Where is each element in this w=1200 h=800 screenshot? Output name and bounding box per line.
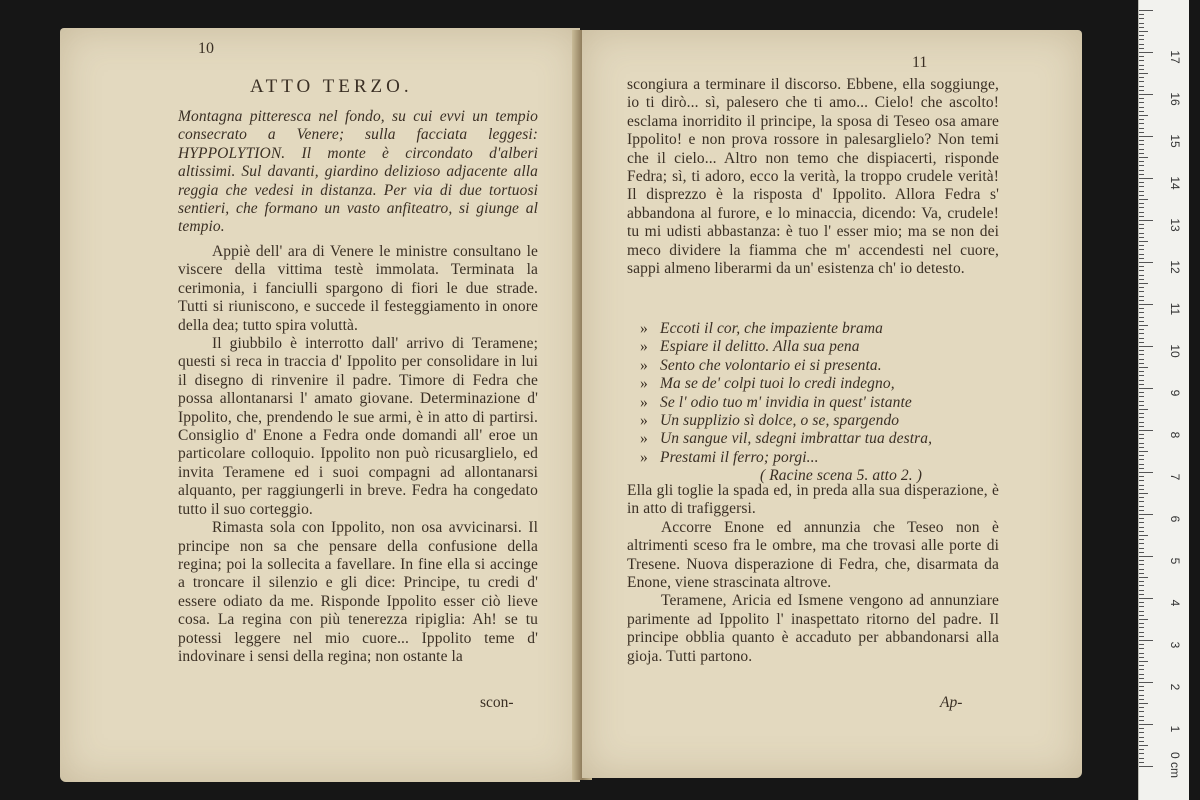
ruler-tick	[1139, 123, 1144, 124]
ruler-tick	[1139, 18, 1144, 19]
act-title: ATTO TERZO.	[250, 76, 413, 97]
ruler-tick	[1139, 459, 1144, 460]
ruler-tick	[1139, 623, 1144, 624]
ruler-tick	[1139, 174, 1144, 175]
ruler-tick	[1139, 707, 1144, 708]
ruler-tick	[1139, 27, 1144, 28]
ruler-tick	[1139, 745, 1148, 746]
ruler-tick	[1139, 728, 1144, 729]
right-paragraph-1: scongiura a terminare il discorso. Ebbene, ella soggiunge, io ti dirò... sì, palesero che ti amo... Cielo! che ascolto! esclama inorridito il principe, la sposa di Teseo osa amare Ippolito! e non prova rossore in palesarglielo? Non temi che il cielo... Altro non temo che dispiacerti, risponde Fedra; sì, ti adoro, ecco la verità, la troppo crudele verità! Il disprezzo è la risposta d' Ippolito. Allora Fedra s' abbandona al furore, e lo minaccia, dicendo: Va, crudele! tu mi udisti abbastanza: è tuo l' esser mio; ma se non dei meco dividere la fiamma che m' accendesti nel cuore, sappi almeno liberarmi da un' esistenza ch' io detesto.	[627, 76, 999, 278]
ruler-tick	[1139, 438, 1144, 439]
ruler-tick	[1139, 518, 1144, 519]
ruler-label: 4	[1168, 599, 1182, 607]
ruler-tick	[1139, 388, 1153, 389]
ruler-tick	[1139, 128, 1144, 129]
ruler-tick	[1139, 732, 1144, 733]
ruler-tick	[1139, 699, 1144, 700]
ruler-tick	[1139, 199, 1148, 200]
ruler-tick	[1139, 648, 1144, 649]
ruler-tick	[1139, 90, 1144, 91]
ruler-tick	[1139, 136, 1153, 137]
ruler-tick	[1139, 94, 1153, 95]
ruler-tick	[1139, 489, 1144, 490]
ruler-tick	[1139, 434, 1144, 435]
ruler-tick	[1139, 682, 1153, 683]
right-body-continued	[627, 482, 999, 666]
ruler-tick	[1139, 413, 1144, 414]
ruler-tick	[1139, 758, 1144, 759]
ruler-tick	[1139, 86, 1144, 87]
ruler-tick	[1139, 585, 1144, 586]
ruler-tick	[1139, 275, 1144, 276]
ruler-tick	[1139, 371, 1144, 372]
ruler-tick	[1139, 35, 1144, 36]
ruler-unit-label: 0 cm	[1168, 751, 1182, 778]
ruler-tick	[1139, 581, 1144, 582]
ruler-label: 17	[1168, 50, 1182, 64]
ruler-tick	[1139, 409, 1148, 410]
ruler-tick	[1139, 606, 1144, 607]
verse-text: Un sangue vil, sdegni imbrattar tua destra,	[660, 430, 933, 448]
ruler-tick	[1139, 354, 1144, 355]
ruler-tick	[1139, 144, 1144, 145]
ruler-tick	[1139, 178, 1153, 179]
ruler-tick	[1139, 493, 1148, 494]
ruler-tick	[1139, 312, 1144, 313]
ruler-tick	[1139, 464, 1144, 465]
ruler-tick	[1139, 115, 1148, 116]
ruler-tick	[1139, 657, 1144, 658]
ruler-tick	[1139, 619, 1148, 620]
verse-text: Ma se de' colpi tuoi lo credi indegno,	[660, 375, 895, 393]
ruler-tick	[1139, 380, 1144, 381]
ruler-tick	[1139, 539, 1144, 540]
ruler-tick	[1139, 422, 1144, 423]
verse-text: Espiare il delitto. Alla sua pena	[660, 338, 860, 356]
ruler-tick	[1139, 678, 1144, 679]
ruler-tick	[1139, 590, 1144, 591]
ruler-tick	[1139, 262, 1153, 263]
ruler-label: 14	[1168, 176, 1182, 190]
ruler-tick	[1139, 241, 1148, 242]
quote-mark: »	[640, 430, 648, 448]
ruler-tick	[1139, 653, 1144, 654]
ruler-tick	[1139, 258, 1144, 259]
ruler-tick	[1139, 132, 1144, 133]
ruler-tick	[1139, 182, 1144, 183]
ruler-tick	[1139, 737, 1144, 738]
ruler-tick	[1139, 724, 1153, 725]
ruler-label: 9	[1168, 389, 1182, 397]
ruler-tick	[1139, 98, 1144, 99]
quote-mark: »	[640, 412, 648, 430]
ruler-tick	[1139, 472, 1153, 473]
verse-line	[640, 320, 990, 338]
ruler-tick	[1139, 485, 1144, 486]
ruler-label: 12	[1168, 260, 1182, 274]
right-body	[627, 76, 999, 278]
ruler-tick	[1139, 615, 1144, 616]
verse-line	[640, 375, 990, 393]
ruler-tick	[1139, 749, 1144, 750]
ruler-tick	[1139, 73, 1148, 74]
verse-line	[640, 394, 990, 412]
right-paragraph-3: Accorre Enone ed annunzia che Teseo non è altrimenti sceso fra le ombre, ma che trovasi alle porte di Tresene. Nuova disperazione di Fedra, che, disarmata da Enone, viene strascinata altrove.	[627, 518, 999, 592]
ruler-tick	[1139, 501, 1144, 502]
ruler-label: 3	[1168, 641, 1182, 649]
ruler-tick	[1139, 426, 1144, 427]
verse-citation: ( Racine scena 5. atto 2. )	[760, 467, 922, 485]
ruler-tick	[1139, 598, 1153, 599]
ruler-tick	[1139, 506, 1144, 507]
ruler-tick	[1139, 480, 1144, 481]
ruler-label: 13	[1168, 218, 1182, 232]
ruler-tick	[1139, 333, 1144, 334]
verse-text: Un supplizio sì dolce, o se, spargendo	[660, 412, 900, 430]
ruler-tick	[1139, 266, 1144, 267]
ruler-tick	[1139, 703, 1148, 704]
ruler-tick	[1139, 716, 1144, 717]
ruler-tick	[1139, 31, 1148, 32]
ruler-tick	[1139, 611, 1144, 612]
ruler-tick	[1139, 119, 1144, 120]
ruler-tick	[1139, 430, 1153, 431]
ruler-tick	[1139, 279, 1144, 280]
ruler-tick	[1139, 632, 1144, 633]
ruler-tick	[1139, 207, 1144, 208]
ruler-tick	[1139, 627, 1144, 628]
ruler-tick	[1139, 564, 1144, 565]
ruler-tick	[1139, 552, 1144, 553]
ruler-tick	[1139, 531, 1144, 532]
ruler-tick	[1139, 359, 1144, 360]
verse-line	[640, 357, 990, 375]
ruler-tick	[1139, 573, 1144, 574]
ruler-tick	[1139, 342, 1144, 343]
ruler-tick	[1139, 548, 1144, 549]
ruler-tick	[1139, 224, 1144, 225]
ruler-tick	[1139, 535, 1148, 536]
right-paragraph-4: Teramene, Aricia ed Ismene vengono ad annunziare parimente ad Ippolito l' inaspettato ritorno del padre. Il principe obblia quanto è accaduto per abbandonarsi alla gioja. Tutti partono.	[627, 592, 999, 665]
ruler-tick	[1139, 228, 1144, 229]
verse-text: Sento che volontario ei si presenta.	[660, 356, 882, 374]
measuring-ruler	[1138, 0, 1189, 800]
ruler-tick	[1139, 48, 1144, 49]
ruler-tick	[1139, 304, 1153, 305]
quote-mark: »	[640, 375, 648, 393]
ruler-tick	[1139, 161, 1144, 162]
quote-mark: »	[640, 448, 648, 466]
verse-block	[640, 320, 990, 486]
ruler-tick	[1139, 317, 1144, 318]
ruler-tick	[1139, 170, 1144, 171]
right-catchword: Ap-	[940, 694, 963, 711]
quote-mark: »	[640, 356, 648, 374]
ruler-tick	[1139, 346, 1153, 347]
ruler-tick	[1139, 52, 1153, 53]
ruler-tick	[1139, 65, 1144, 66]
left-paragraph-2: Il giubbilo è interrotto dall' arrivo di Teramene; questi si reca in traccia d' Ippolito per consolidare in lui il disegno di rinvenire il padre. Timore di Fedra che possa allontanarsi l' amato giovane. Determinazione d' Ippolito, che, prendendo le sue armi, è in atto di partirsi. Consiglio d' Enone a Fedra onde domandi all' eroe un particolare colloquio. Ippolito non può ricusarglielo, ed invita Teramene ed i suoi compagni ad allontanarsi alquanto, per raggiungerli in breve. Fedra ha congedato tutto il suo corteggio.	[178, 335, 538, 518]
ruler-tick	[1139, 220, 1153, 221]
ruler-tick	[1139, 338, 1144, 339]
ruler-tick	[1139, 325, 1148, 326]
ruler-tick	[1139, 396, 1144, 397]
ruler-tick	[1139, 560, 1144, 561]
ruler-tick	[1139, 237, 1144, 238]
verse-text: Prestami il ferro; porgi...	[660, 448, 819, 466]
ruler-tick	[1139, 762, 1144, 763]
ruler-tick	[1139, 556, 1153, 557]
ruler-tick	[1139, 510, 1144, 511]
ruler-tick	[1139, 300, 1144, 301]
ruler-tick	[1139, 69, 1144, 70]
ruler-tick	[1139, 283, 1148, 284]
ruler-tick	[1139, 254, 1144, 255]
ruler-tick	[1139, 451, 1148, 452]
ruler-label: 11	[1168, 302, 1182, 316]
ruler-tick	[1139, 165, 1144, 166]
left-paragraph-1: Appiè dell' ara di Venere le ministre consultano le viscere della vittima testè immolata. Terminata la cerimonia, i fanciulli spargono di fiori le due strade. Tutti si riuniscono, e succede il festeggiamento in onore della dea; tutto spira voluttà.	[178, 243, 538, 334]
verse-line	[640, 338, 990, 356]
right-page-number: 11	[912, 54, 928, 71]
ruler-tick	[1139, 77, 1144, 78]
left-catchword: scon-	[480, 694, 514, 711]
ruler-tick	[1139, 216, 1144, 217]
ruler-tick	[1139, 720, 1144, 721]
verse-line	[640, 412, 990, 430]
quote-mark: »	[640, 393, 648, 411]
ruler-tick	[1139, 711, 1144, 712]
ruler-tick	[1139, 291, 1144, 292]
ruler-tick	[1139, 468, 1144, 469]
ruler-tick	[1139, 527, 1144, 528]
ruler-tick	[1139, 249, 1144, 250]
ruler-tick	[1139, 594, 1144, 595]
ruler-tick	[1139, 690, 1144, 691]
stage-direction	[178, 108, 538, 237]
ruler-tick	[1139, 674, 1144, 675]
ruler-label: 6	[1168, 515, 1182, 523]
ruler-tick	[1139, 153, 1144, 154]
ruler-tick	[1139, 287, 1144, 288]
ruler-tick	[1139, 367, 1148, 368]
ruler-tick	[1139, 455, 1144, 456]
ruler-tick	[1139, 111, 1144, 112]
ruler-tick	[1139, 514, 1153, 515]
ruler-tick	[1139, 107, 1144, 108]
ruler-tick	[1139, 686, 1144, 687]
ruler-tick	[1139, 329, 1144, 330]
ruler-label: 1	[1168, 725, 1182, 733]
left-page-number: 10	[198, 40, 214, 57]
ruler-tick	[1139, 60, 1144, 61]
ruler-label: 8	[1168, 431, 1182, 439]
ruler-label: 10	[1168, 344, 1182, 358]
left-page	[60, 28, 580, 782]
ruler-tick	[1139, 308, 1144, 309]
quote-mark: »	[640, 338, 648, 356]
ruler-tick	[1139, 447, 1144, 448]
ruler-tick	[1139, 405, 1144, 406]
ruler-tick	[1139, 417, 1144, 418]
ruler-tick	[1139, 157, 1148, 158]
ruler-tick	[1139, 661, 1148, 662]
ruler-tick	[1139, 669, 1144, 670]
ruler-tick	[1139, 233, 1144, 234]
ruler-tick	[1139, 401, 1144, 402]
ruler-tick	[1139, 665, 1144, 666]
right-page	[582, 30, 1082, 778]
right-paragraph-2: Ella gli toglie la spada ed, in preda alla sua disperazione, è in atto di trafiggersi.	[627, 482, 999, 518]
stage-direction-text: Montagna pitteresca nel fondo, su cui evvi un tempio consecrato a Venere; sulla facciata leggesi: HYPPOLYTION. Il monte è circondato d'alberi altissimi. Sul davanti, giardino delizioso adjacente alla reggia che vedesi in distanza. Per via di due tortuosi sentieri, che formano un vasto anfiteatro, si giunge al tempio.	[178, 108, 538, 236]
ruler-tick	[1139, 245, 1144, 246]
ruler-tick	[1139, 14, 1144, 15]
ruler-tick	[1139, 522, 1144, 523]
ruler-tick	[1139, 644, 1144, 645]
ruler-tick	[1139, 44, 1144, 45]
ruler-label: 7	[1168, 473, 1182, 481]
ruler-tick	[1139, 577, 1148, 578]
ruler-tick	[1139, 39, 1144, 40]
ruler-tick	[1139, 56, 1144, 57]
ruler-tick	[1139, 741, 1144, 742]
left-body	[178, 243, 538, 666]
ruler-tick	[1139, 602, 1144, 603]
ruler-tick	[1139, 640, 1153, 641]
ruler-tick	[1139, 363, 1144, 364]
verse-text: Eccoti il cor, che impaziente brama	[660, 320, 884, 337]
ruler-tick	[1139, 753, 1144, 754]
ruler-tick	[1139, 191, 1144, 192]
ruler-tick	[1139, 81, 1144, 82]
ruler-tick	[1139, 497, 1144, 498]
ruler-tick	[1139, 443, 1144, 444]
verse-line	[640, 430, 990, 448]
ruler-tick	[1139, 569, 1144, 570]
ruler-label: 16	[1168, 92, 1182, 106]
ruler-tick	[1139, 203, 1144, 204]
ruler-tick	[1139, 392, 1144, 393]
ruler-tick	[1139, 543, 1144, 544]
ruler-tick	[1139, 270, 1144, 271]
ruler-tick	[1139, 350, 1144, 351]
ruler-tick	[1139, 102, 1144, 103]
ruler-tick	[1139, 375, 1144, 376]
ruler-tick	[1139, 140, 1144, 141]
ruler-label: 5	[1168, 557, 1182, 565]
ruler-tick	[1139, 476, 1144, 477]
ruler-label: 15	[1168, 134, 1182, 148]
ruler-tick	[1139, 384, 1144, 385]
verse-text: Se l' odio tuo m' invidia in quest' istante	[660, 393, 912, 411]
ruler-tick	[1139, 195, 1144, 196]
ruler-tick	[1139, 10, 1153, 11]
ruler-tick	[1139, 321, 1144, 322]
left-paragraph-3: Rimasta sola con Ippolito, non osa avvicinarsi. Il principe non sa che pensare della confusione della regina; poi la sollecita a favellare. In fine ella si accinge a troncare il silenzio e gli dice: Principe, tu credi d' essere odiato da me. Risponde Ippolito esser ciò lieve cosa. La regina con più tenerezza ripiglia: Ah! se tu potessi leggere nel mio cuore... Ippolito teme d' indovinare i sensi della regina; non ostante la	[178, 519, 538, 665]
verse-line	[640, 449, 990, 467]
ruler-tick	[1139, 695, 1144, 696]
ruler-label: 2	[1168, 683, 1182, 691]
ruler-tick	[1139, 636, 1144, 637]
ruler-tick	[1139, 23, 1144, 24]
ruler-tick	[1139, 296, 1144, 297]
ruler-tick	[1139, 149, 1144, 150]
ruler-tick	[1139, 186, 1144, 187]
ruler-tick	[1139, 766, 1153, 767]
quote-mark: »	[640, 320, 648, 337]
ruler-tick	[1139, 212, 1144, 213]
